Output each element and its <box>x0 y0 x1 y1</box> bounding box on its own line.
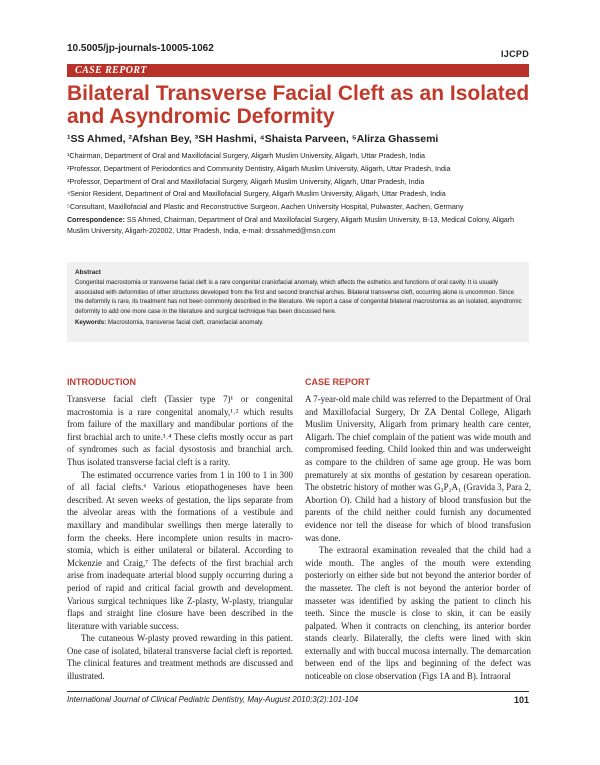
page-number: 101 <box>513 695 529 705</box>
keywords-text: Macrostomia, transverse facial cleft, craniofacial anomaly. <box>106 319 264 327</box>
case-report-heading: CASE REPORT <box>305 377 371 387</box>
intro-paragraph-2: The estimated occurrence varies from 1 in 100 to 1 in 300 of all facial clefts.⁶ Various etiopathogeneses have been described. At seven weeks of gestation, the lips separate from the alveolar areas with the formations of a vestibule and maxillary and mandibular swellings then merge laterally to form the cheeks. Here incomplete union results in macro-stomia, which is either unilateral or bilateral. According to Mckenzie and Craig,⁷ The defects of the first brachial arch arise from inadequate arterial blood supply occurring during a period of rapid and critical facial growth and development. Various surgical techniques like Z-plasty, W-plasty, triangular flaps and straight line closure have been described in the literature with variable success. <box>67 469 293 631</box>
intro-paragraph-3: The cutaneous W-plasty proved rewarding in this patient. One case of isolated, bilateral transverse facial cleft is reported. The clinical features and treatment methods are discussed and illustrated. <box>67 633 293 682</box>
abstract-heading: Abstract <box>75 269 101 276</box>
journal-abbreviation: IJCPD <box>500 49 529 59</box>
affiliation-3: ³Professor, Department of Oral and Maxillofacial Surgery, Aligarh Muslim University, Aligarh, Uttar Pradesh, India <box>67 176 425 186</box>
article-title: Bilateral Transverse Facial Cleft as an Isolated and Asyndromic Deformity <box>67 82 530 128</box>
footer-citation: International Journal of Clinical Pediatric Dentistry, May-August 2010;3(2):101-104 <box>67 695 359 704</box>
introduction-heading: INTRODUCTION <box>67 377 136 387</box>
introduction-column <box>67 393 293 683</box>
correspondence <box>67 215 532 237</box>
affiliation-5: ⁵Consultant, Maxillofacial and Plastic and Reconstructive Surgeon, Aachen University Hospital, Pulwaster, Aachen, Germany <box>67 202 464 212</box>
keywords-label: Keywords: <box>75 319 107 327</box>
affiliations <box>67 150 537 214</box>
affiliation-1: ¹Chairman, Department of Oral and Maxillofacial Surgery, Aligarh Muslim University, Aligarh, Uttar Pradesh, India <box>67 151 426 160</box>
correspondence-text: SS Ahmed, Chairman, Department of Oral and Maxillofacial Surgery, Aligarh Muslim University, B-13, Medical Colony, Aligarh Muslim University, Aligarh-202002, Uttar Pradesh, India, e-mail: drssahmed@msn.com <box>67 217 515 235</box>
affiliation-4: ⁴Senior Resident, Department of Oral and Maxillofacial Surgery, Aligarh Muslim University, Aligarh, Uttar Pradesh, India <box>67 189 446 199</box>
abstract-text: Congenital macrostomia or transverse facial cleft is a rare congenital craniofacial anomaly, which affects the esthetics and functions of oral cavity. It is usually associated with deformities of other structures developed from the first and second branchial arches. Bilateral transverse cleft, occurring alone is uncommon. Since the deformity is rare, its treatment has not been commonly described in the literature. We report a case of congenital bilateral macrostomia as an isolated, asyndromic deformity to add one more case in the literature and surgical technique has been discussed here. <box>75 279 522 315</box>
case-paragraph-1: A 7-year-old male child was referred to the Department of Oral and Maxillofacial Surgery, Dr ZA Dental College, Aligarh Muslim University, Aligarh from primary health care center, Aligarh. The chief complain of the patient was wide mouth and compromised feeding. Child looked thin and was underweight as compare to the children of same age group. He was born prematurely at six months of gestation by cesarean operation. The obstetric history of mother was G₃P₂A₁ (Gravida 3, Para 2, Abortion O). Child had a history of blood transfusion but the parents of the child neither could furnish any documented evidence nor tell the disease for which of blood transfusion was done. <box>305 394 531 543</box>
intro-paragraph-1: Transverse facial cleft (Tassier type 7)¹ or congenital macrostomia is a rare congenital anomaly,¹˒² which results from failure of the maxillary and mandibular portions of the first brachial arch to unite.³˒⁴ These clefts mostly occur as part of syndromes such as facial dysostosis and branchial arch. Thus isolated transverse facial cleft is a rarity. <box>67 394 293 467</box>
correspondence-label: Correspondence: <box>67 217 125 224</box>
section-label: CASE REPORT <box>75 65 147 76</box>
footer-divider <box>67 691 529 692</box>
affiliation-2: ²Professor, Department of Periodontics and Community Dentistry, Aligarh Muslim University, Aligarh, Uttar Pradesh, India <box>67 163 451 173</box>
case-paragraph-2: The extraoral examination revealed that the child had a wide mouth. The angles of the mouth were extending posteriorly on either side but not beyond the anterior border of the masseter. The cleft is not beyond the anterior border of masseter was identified by asking the patient to clinch his teeth. Since the muscle is close to skin, it can be easily palpated. When it contracts on clenching, its anterior border stands clearly. Bilaterally, the clefts were lined with skin externally and with buccal mucosa internally. The demarcation between end of the lips and beginning of the defect was noticeable on close observation (Figs 1A and B). Intraoral <box>305 545 531 682</box>
doi: 10.5005/jp-journals-10005-1062 <box>67 43 214 54</box>
case-report-column <box>305 393 531 683</box>
author-list: ¹SS Ahmed, ²Afshan Bey, ³SH Hashmi, ⁴Shaista Parveen, ⁵Alirza Ghassemi <box>67 133 439 145</box>
abstract-box <box>67 262 529 342</box>
section-label-bar <box>67 64 529 77</box>
keywords <box>75 318 523 327</box>
